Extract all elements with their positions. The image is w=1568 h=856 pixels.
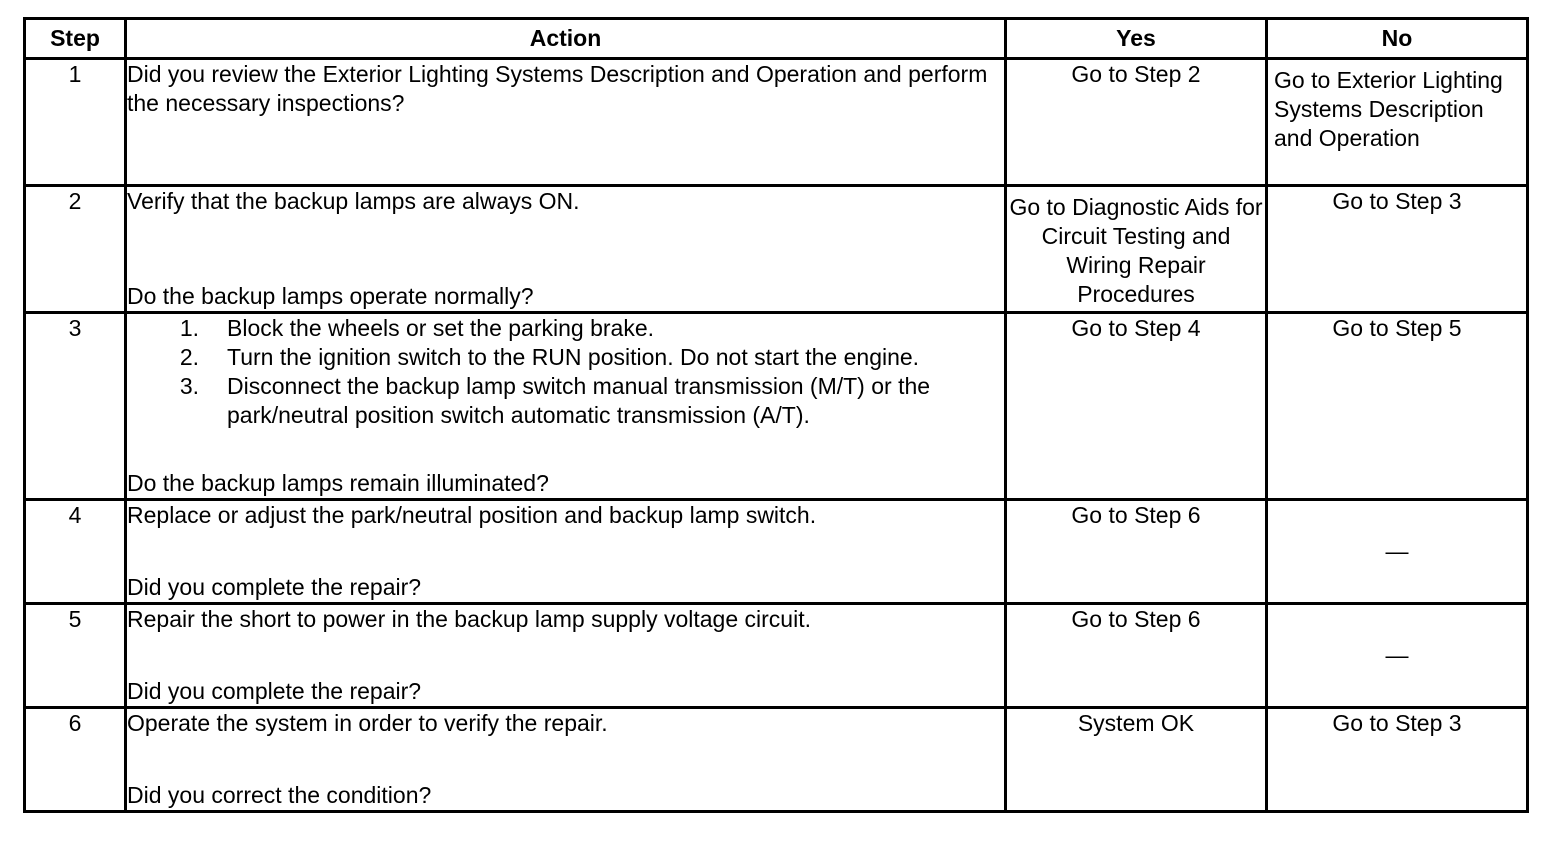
action-text: Operate the system in order to verify the repair. xyxy=(127,710,608,736)
header-no: No xyxy=(1267,19,1528,59)
yes-cell: Go to Step 6 xyxy=(1006,604,1267,708)
list-item-number: 2. xyxy=(179,344,199,370)
yes-cell: Go to Step 2 xyxy=(1006,59,1267,186)
action-question: Did you complete the repair? xyxy=(127,574,422,600)
no-cell: — xyxy=(1267,500,1528,604)
list-item-text: Turn the ignition switch to the RUN position. Do not start the engine. xyxy=(227,344,920,370)
no-cell: Go to Step 5 xyxy=(1267,313,1528,500)
action-question: Did you correct the condition? xyxy=(127,782,432,808)
list-item xyxy=(127,314,1004,343)
header-row xyxy=(25,19,1528,59)
header-yes: Yes xyxy=(1006,19,1267,59)
list-item-number: 1. xyxy=(179,315,199,341)
step-number: 1 xyxy=(25,59,126,186)
action-text: Repair the short to power in the backup lamp supply voltage circuit. xyxy=(127,606,811,632)
no-cell: Go to Step 3 xyxy=(1267,186,1528,313)
action-question: Do the backup lamps remain illuminated? xyxy=(127,470,549,496)
no-cell: Go to Step 3 xyxy=(1267,708,1528,812)
action-text: Replace or adjust the park/neutral position and backup lamp switch. xyxy=(127,502,817,528)
yes-cell: Go to Diagnostic Aids for Circuit Testing and Wiring Repair Procedures xyxy=(1006,186,1267,313)
header-action: Action xyxy=(126,19,1006,59)
list-item-text: Block the wheels or set the parking brake. xyxy=(227,315,655,341)
no-cell: — xyxy=(1267,604,1528,708)
step-number: 2 xyxy=(25,186,126,313)
action-cell xyxy=(126,500,1006,604)
action-question: Did you complete the repair? xyxy=(127,678,422,704)
action-cell xyxy=(126,186,1006,313)
header-step: Step xyxy=(25,19,126,59)
list-item-text: Disconnect the backup lamp switch manual transmission (M/T) or the park/neutral position switch automatic transmission (A/T). xyxy=(227,373,931,428)
action-question: Do the backup lamps operate normally? xyxy=(127,283,534,309)
action-cell xyxy=(126,604,1006,708)
action-text: Did you review the Exterior Lighting Systems Description and Operation and perform the necessary inspections? xyxy=(127,61,988,116)
action-text: Verify that the backup lamps are always ON. xyxy=(127,188,580,214)
yes-cell: Go to Step 6 xyxy=(1006,500,1267,604)
step-number: 4 xyxy=(25,500,126,604)
list-item xyxy=(127,343,1004,372)
no-cell: Go to Exterior Lighting Systems Description and Operation xyxy=(1267,59,1528,186)
list-item-number: 3. xyxy=(179,373,199,399)
table-row xyxy=(25,313,1528,500)
table-row xyxy=(25,500,1528,604)
yes-cell: Go to Step 4 xyxy=(1006,313,1267,500)
step-number: 6 xyxy=(25,708,126,812)
action-cell xyxy=(126,708,1006,812)
yes-cell: System OK xyxy=(1006,708,1267,812)
table-row xyxy=(25,59,1528,186)
procedure-list xyxy=(127,314,1004,430)
step-number: 3 xyxy=(25,313,126,500)
step-number: 5 xyxy=(25,604,126,708)
action-cell xyxy=(126,59,1006,186)
action-cell xyxy=(126,313,1006,500)
list-item xyxy=(127,372,1004,430)
table-row xyxy=(25,604,1528,708)
table-row xyxy=(25,186,1528,313)
diagnostic-table xyxy=(23,17,1529,813)
table-row xyxy=(25,708,1528,812)
